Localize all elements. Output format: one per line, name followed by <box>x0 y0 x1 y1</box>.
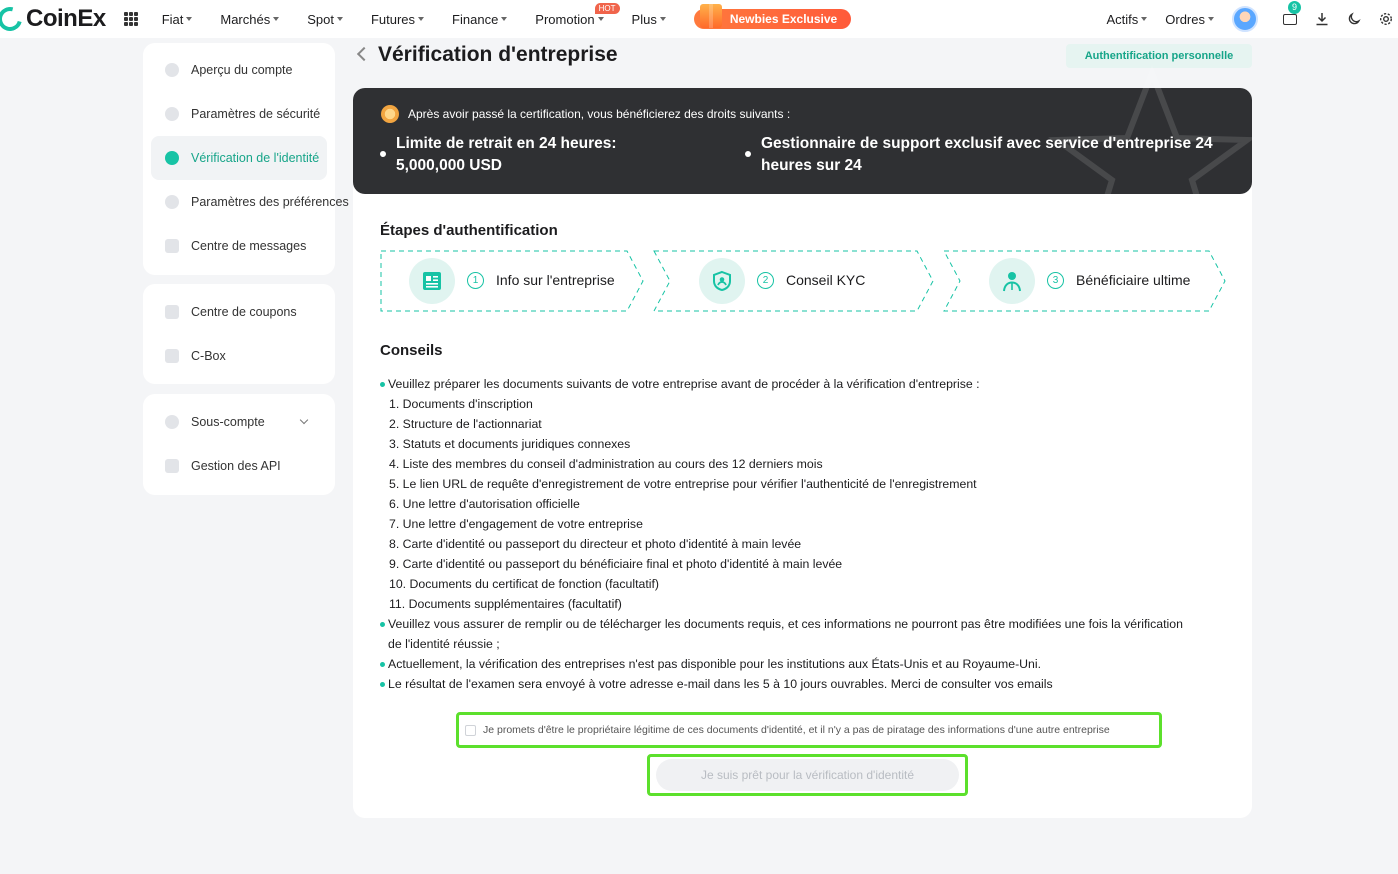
sidebar-item-subaccount[interactable] <box>143 400 335 444</box>
nav-futures[interactable] <box>371 12 424 27</box>
sidebar-item-security[interactable] <box>143 92 335 136</box>
step-label: Info sur l'entreprise <box>496 272 615 288</box>
caret-down-icon <box>337 17 343 21</box>
benefit-support-line1: Gestionnaire de support exclusif avec service d'entreprise 24 <box>761 135 1213 152</box>
sidebar-account-group <box>143 43 349 275</box>
benefit-support-line2: heures sur 24 <box>761 157 862 174</box>
doc-item: 11. Documents supplémentaires (facultatif) <box>389 597 622 611</box>
nav-fiat-label: Fiat <box>161 11 184 27</box>
doc-item: 6. Une lettre d'autorisation officielle <box>389 497 580 511</box>
newbies-exclusive-banner[interactable] <box>694 9 851 29</box>
step-number: 2 <box>757 272 774 289</box>
caret-down-icon <box>501 17 507 21</box>
caret-down-icon <box>273 17 279 21</box>
back-arrow-icon[interactable] <box>357 47 371 61</box>
step-number: 1 <box>467 272 484 289</box>
gear-icon <box>1379 12 1393 26</box>
banner-heading <box>381 105 790 123</box>
ready-for-verification-button[interactable]: Je suis prêt pour la vérification d'identité <box>656 759 959 791</box>
step-number: 3 <box>1047 272 1064 289</box>
message-count-badge: 9 <box>1288 1 1301 14</box>
hot-badge: HOT <box>595 3 620 14</box>
nav-promotion-label: Promotion <box>535 11 595 27</box>
doc-item: 2. Structure de l'actionnariat <box>389 417 542 431</box>
doc-item: 7. Une lettre d'engagement de votre entreprise <box>389 517 643 531</box>
shield-icon <box>165 107 179 121</box>
sidebar-item-label: Sous-compte <box>191 415 265 429</box>
nav-plus-label: Plus <box>631 11 657 27</box>
personal-auth-button[interactable]: Authentification personnelle <box>1066 44 1252 68</box>
promise-checkbox[interactable] <box>465 725 476 736</box>
download-button[interactable] <box>1314 11 1330 27</box>
steps-title: Étapes d'authentification <box>380 222 558 239</box>
sidebar-item-coupons[interactable] <box>143 290 335 334</box>
caret-down-icon <box>1141 17 1147 21</box>
page-title: Vérification d'entreprise <box>378 43 618 66</box>
medal-icon <box>381 105 399 123</box>
coinex-logo[interactable] <box>0 0 106 38</box>
sidebar-item-label: Aperçu du compte <box>191 63 293 77</box>
preferences-icon <box>165 195 179 209</box>
promise-checkbox-row[interactable] <box>456 712 1162 748</box>
sidebar-item-label: Vérification de l'identité <box>191 151 320 165</box>
moon-icon <box>1347 12 1361 26</box>
sidebar-item-preferences[interactable] <box>143 180 349 224</box>
settings-button[interactable] <box>1378 11 1394 27</box>
benefit-support <box>745 133 1213 177</box>
sidebar-item-identity[interactable] <box>151 136 327 180</box>
caret-down-icon <box>418 17 424 21</box>
step-kyc <box>653 250 935 312</box>
doc-item: 8. Carte d'identité ou passeport du directeur et photo d'identité à main levée <box>389 537 802 551</box>
nav-spot-label: Spot <box>307 11 334 27</box>
banner-heading-text: Après avoir passé la certification, vous bénéficierez des droits suivants : <box>408 107 791 121</box>
brand-name: CoinEx <box>26 5 106 32</box>
nav-futures-label: Futures <box>370 11 416 27</box>
benefit-withdrawal-line2: 5,000,000 USD <box>396 157 502 174</box>
message-center-icon <box>165 239 179 253</box>
caret-down-icon <box>598 17 604 21</box>
chat-icon <box>1283 14 1297 25</box>
doc-item: 5. Le lien URL de requête d'enregistrement de votre entreprise pour vérifier l'authenticité de l'enregistrement <box>389 477 977 491</box>
pie-chart-icon <box>165 63 179 77</box>
top-navbar <box>0 0 1398 38</box>
nav-marches[interactable] <box>220 12 279 27</box>
messages-button[interactable] <box>1282 2 1298 27</box>
tip-note-email: Le résultat de l'examen sera envoyé à votre adresse e-mail dans les 5 à 10 jours ouvrables. Merci de consulter vos emails <box>380 674 1230 694</box>
nav-ordres-label: Ordres <box>1165 11 1205 27</box>
nav-spot[interactable] <box>307 12 343 27</box>
nav-fiat[interactable] <box>162 12 193 27</box>
sidebar-rewards-group <box>143 284 335 384</box>
tip-note-immutable <box>380 614 1230 654</box>
nav-actifs[interactable] <box>1106 12 1147 27</box>
sidebar-item-overview[interactable] <box>143 48 335 92</box>
doc-item: 3. Statuts et documents juridiques connexes <box>389 437 631 451</box>
sidebar-item-api[interactable] <box>143 444 335 488</box>
tip-note-region: Actuellement, la vérification des entreprises n'est pas disponible pour les institutions aux États-Unis et au Royaume-Uni. <box>380 654 1230 674</box>
download-icon <box>1315 12 1329 26</box>
caret-down-icon <box>1208 17 1214 21</box>
cbox-icon <box>165 349 179 363</box>
doc-item: 9. Carte d'identité ou passeport du bénéficiaire final et photo d'identité à main levée <box>389 557 843 571</box>
caret-down-icon <box>660 17 666 21</box>
nav-finance-label: Finance <box>452 11 499 27</box>
promise-text: Je promets d'être le propriétaire légitime de ces documents d'identité, et il n'y a pas de piratage des informations d'une autre entreprise <box>483 724 1110 736</box>
benefit-withdrawal-line1: Limite de retrait en 24 heures: <box>396 135 617 152</box>
document-icon <box>409 258 455 304</box>
step-label: Bénéficiaire ultime <box>1076 272 1191 288</box>
ready-button-highlight <box>647 754 968 796</box>
benefits-banner <box>353 88 1252 194</box>
nav-promotion[interactable] <box>535 3 616 27</box>
sidebar-item-label: Paramètres des préférences <box>191 195 349 209</box>
sidebar-item-label: Centre de messages <box>191 239 307 253</box>
tip-intro: Veuillez préparer les documents suivants de votre entreprise avant de procéder à la vérification d'entreprise : <box>380 374 1230 394</box>
coupon-icon <box>165 305 179 319</box>
tips-title: Conseils <box>380 342 443 359</box>
benefit-withdrawal <box>380 133 617 177</box>
newbies-label: Newbies Exclusive <box>729 12 838 26</box>
coinex-logo-icon <box>0 3 26 36</box>
apps-grid-icon[interactable] <box>124 12 138 26</box>
nav-plus[interactable] <box>632 12 666 27</box>
tips-list <box>380 374 1230 694</box>
doc-item: 1. Documents d'inscription <box>389 397 533 411</box>
sidebar-item-cbox[interactable] <box>143 334 335 378</box>
nav-right-group <box>1106 0 1398 38</box>
step-label: Conseil KYC <box>786 272 866 288</box>
nav-finance[interactable] <box>452 12 507 27</box>
person-icon <box>989 258 1035 304</box>
nav-actifs-label: Actifs <box>1106 11 1139 27</box>
identity-icon <box>165 151 179 165</box>
sidebar-item-label: Gestion des API <box>191 459 281 473</box>
subaccount-icon <box>165 415 179 429</box>
doc-item: 4. Liste des membres du conseil d'administration au cours des 12 derniers mois <box>389 457 823 471</box>
doc-item: 10. Documents du certificat de fonction (facultatif) <box>389 577 659 591</box>
sidebar-management-group <box>143 394 335 495</box>
theme-toggle-button[interactable] <box>1346 11 1362 27</box>
sidebar-item-label: Centre de coupons <box>191 305 297 319</box>
step-beneficiary <box>943 250 1227 312</box>
gift-icon <box>700 4 722 28</box>
tip-note-line2: de l'identité réussie ; <box>388 637 500 651</box>
step-company-info <box>380 250 645 312</box>
user-avatar[interactable] <box>1232 6 1258 32</box>
sidebar-item-messages[interactable] <box>143 224 335 268</box>
shield-user-icon <box>699 258 745 304</box>
api-icon <box>165 459 179 473</box>
tip-note-line1: Veuillez vous assurer de remplir ou de télécharger les documents requis, et ces informations ne pourront pas être modifiées une fois la vérification <box>388 617 1183 631</box>
chevron-down-icon <box>300 416 308 424</box>
caret-down-icon <box>186 17 192 21</box>
sidebar-item-label: C-Box <box>191 349 226 363</box>
nav-ordres[interactable] <box>1165 12 1214 27</box>
nav-marches-label: Marchés <box>220 11 271 27</box>
sidebar-item-label: Paramètres de sécurité <box>191 107 321 121</box>
